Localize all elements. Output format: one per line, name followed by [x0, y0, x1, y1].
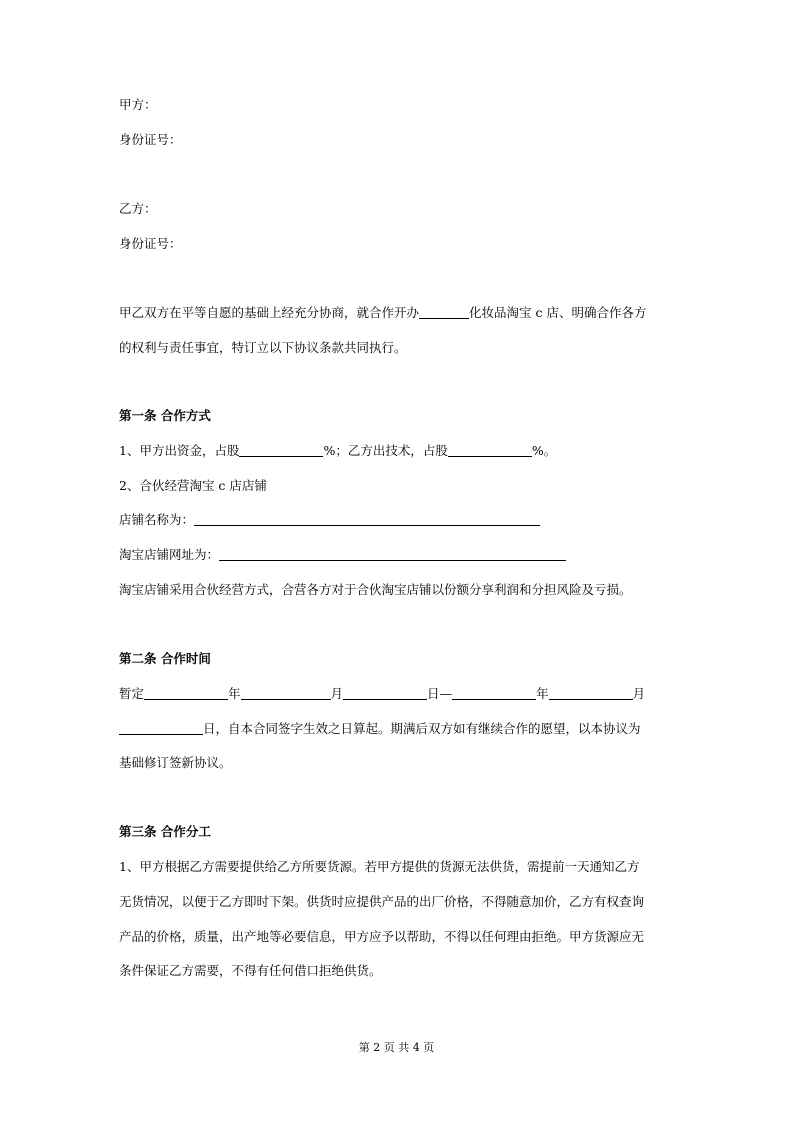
intro-text-before: 甲乙双方在平等自愿的基础上经充分协商，就合作开办: [119, 305, 420, 320]
article-2-line-3: 基础修订签新协议。: [119, 755, 232, 770]
month-label-2: 月: [632, 686, 646, 701]
year-label-2: 年: [536, 686, 549, 701]
start-month-blank[interactable]: [241, 686, 331, 700]
tentative-label: 暂定: [119, 686, 145, 701]
shop-name-blank[interactable]: [194, 512, 540, 526]
article-1-body: 淘宝店铺采用合伙经营方式，合营各方对于合伙淘宝店铺以份额分享利润和分担风险及亏损。: [119, 582, 632, 597]
article-1-item-2: 2、合伙经营淘宝 c 店店铺: [119, 478, 267, 493]
party-a-label: 甲方：: [119, 97, 157, 112]
article-1-heading: 第一条 合作方式: [119, 408, 211, 423]
month-label: 月: [330, 686, 344, 701]
start-day-blank[interactable]: [343, 686, 427, 700]
intro-text-after: 化妆品淘宝 c 店、明确合作各方: [469, 305, 647, 320]
end-day-blank[interactable]: [119, 721, 203, 735]
article-1-item-1: [119, 442, 556, 460]
article-3-line-4: 条件保证乙方需要，不得有任何借口拒绝供货。: [119, 963, 382, 978]
article-3-line-1: 1、甲方根据乙方需要提供给乙方所要货源。若甲方提供的货源无法供货，需提前一天通知乙方: [119, 859, 640, 874]
article-2-heading: 第二条 合作时间: [119, 651, 211, 666]
party-b-share-blank[interactable]: [448, 443, 532, 457]
party-b-id-label: 身份证号：: [119, 236, 182, 251]
intro-line-2: 的权利与责任事宜，特订立以下协议条款共同执行。: [119, 340, 407, 355]
shop-url-line: [119, 546, 566, 564]
page-footer: 第 2 页 共 4 页: [358, 1041, 435, 1054]
venture-name-blank[interactable]: [419, 305, 469, 319]
article-3-line-3: 产品的价格，质量，出产地等必要信息，甲方应予以帮助，不得以任何理由拒绝。甲方货源应无: [119, 929, 645, 944]
party-a-share-blank[interactable]: [239, 443, 323, 457]
article-2-line-2-text: 日，自本合同签字生效之日算起。期满后双方如有继续合作的愿望，以本协议为: [203, 721, 641, 736]
shop-url-blank[interactable]: [219, 547, 566, 561]
intro-line-1: [119, 304, 646, 322]
article-3-line-2: 无货情况，以便于乙方即时下架。供货时应提供产品的出厂价格，不得随意加价，乙方有权查询: [119, 894, 645, 909]
year-label: 年: [228, 686, 241, 701]
day-dash-label: 日—: [427, 686, 453, 701]
end-month-blank[interactable]: [549, 686, 633, 700]
end-year-blank[interactable]: [452, 686, 536, 700]
percent-sign: %。: [531, 443, 557, 458]
party-a-share-label: 1、甲方出资金，占股: [119, 443, 240, 458]
party-a-id-label: 身份证号：: [119, 132, 182, 147]
start-year-blank[interactable]: [144, 686, 228, 700]
article-2-line-1: [119, 685, 645, 703]
shop-url-label: 淘宝店铺网址为：: [119, 547, 220, 562]
party-b-share-label: %；乙方出技术，占股: [323, 443, 448, 458]
article-2-line-2: [119, 720, 641, 738]
article-3-heading: 第三条 合作分工: [119, 824, 211, 839]
party-b-label: 乙方：: [119, 201, 157, 216]
shop-name-label: 店铺名称为：: [119, 512, 195, 527]
shop-name-line: [119, 511, 540, 529]
